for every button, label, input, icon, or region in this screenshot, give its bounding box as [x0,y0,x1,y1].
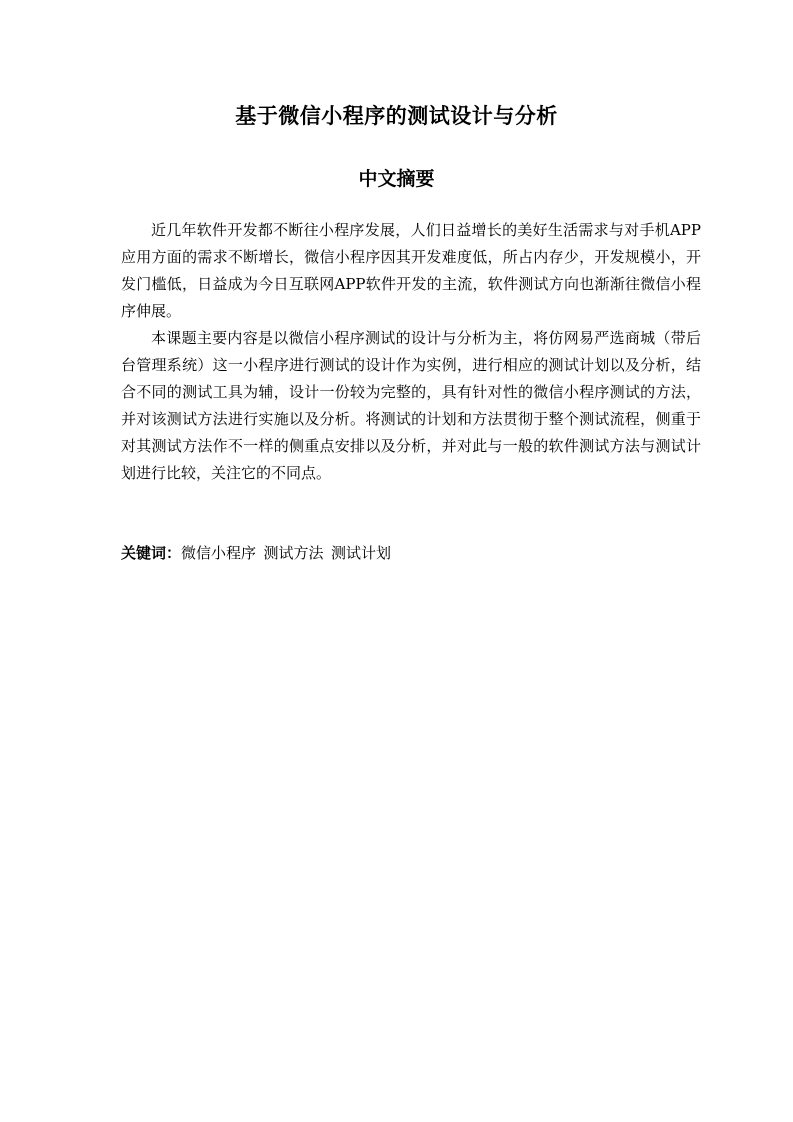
keyword-3: 测试计划 [331,544,392,562]
keyword-2: 测试方法 [263,544,324,562]
abstract-body [121,217,701,487]
abstract-paragraph-2: 本课题主要内容是以微信小程序测试的设计与分析为主，将仿网易严选商城（带后台管理系统）这一小程序进行测试的设计作为实例，进行相应的测试计划以及分析，结合不同的测试工具为辅，设计一份较为完整的，具有针对性的微信小程序测试的方法，并对该测试方法进行实施以及分析。将测试的计划和方法贯彻于整个测试流程，侧重于对其测试方法作不一样的侧重点安排以及分析，并对此与一般的软件测试方法与测试计划进行比较，关注它的不同点。 [121,329,701,482]
keywords-line [121,540,701,567]
abstract-heading: 中文摘要 [358,168,435,190]
paper-title: 基于微信小程序的测试设计与分析 [235,104,558,128]
abstract-paragraph-1: 近几年软件开发都不断往小程序发展，人们日益增长的美好生活需求与对手机APP应用方面的需求不断增长，微信小程序因其开发难度低，所占内存少，开发规模小，开发门槛低，日益成为今日互联网APP软件开发的主流，软件测试方向也渐渐往微信小程序伸展。 [121,221,701,320]
keywords-label: 关键词： [121,544,182,562]
keyword-1: 微信小程序 [181,544,257,562]
